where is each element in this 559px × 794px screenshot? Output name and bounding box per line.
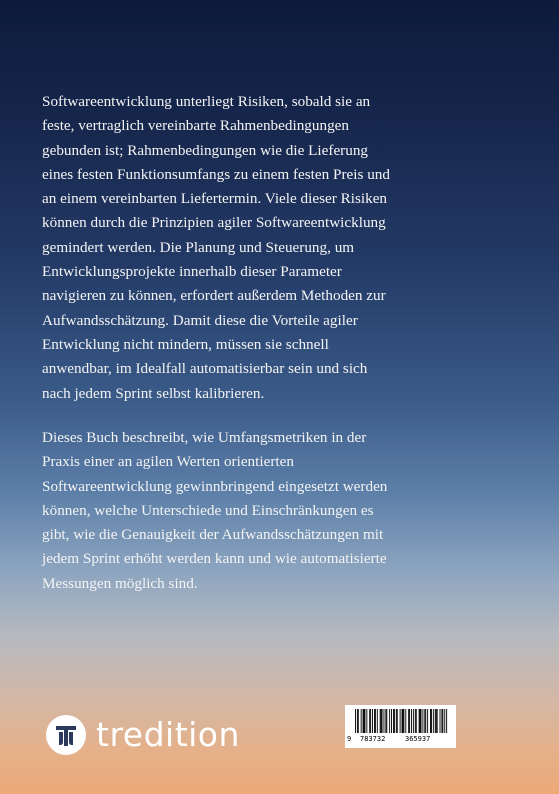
paragraph-2-lines: [42, 426, 522, 596]
barcode-bar: [377, 709, 378, 733]
barcode-bar: [374, 709, 375, 733]
barcode-digits-group2: 365937: [405, 735, 431, 743]
barcode-bar: [355, 709, 356, 733]
text-line: Messungen möglich sind.: [42, 574, 198, 592]
barcode-bar: [389, 709, 390, 733]
description-paragraph-1: [42, 90, 522, 406]
text-line: gemindert werden. Die Planung und Steuerung, um: [42, 238, 355, 256]
barcode-bar: [357, 709, 358, 733]
barcode-bar: [433, 709, 434, 733]
barcode-bar: [422, 709, 423, 733]
publisher-logo: [46, 712, 240, 758]
barcode-bar: [364, 709, 365, 733]
barcode-bar: [397, 709, 398, 733]
barcode-bar: [424, 709, 425, 733]
barcode-bar: [396, 709, 397, 733]
barcode-bar: [444, 709, 445, 733]
barcode-bar: [409, 709, 410, 733]
text-line: nach jedem Sprint selbst kalibrieren.: [42, 384, 265, 402]
barcode-bar: [369, 709, 370, 733]
text-line: an einem vereinbarten Liefertermin. Viele dieser Risiken: [42, 190, 388, 208]
barcode-bar: [405, 709, 406, 733]
publisher-name: tredition: [96, 715, 240, 754]
barcode-bar: [442, 709, 443, 733]
barcode-bar: [403, 709, 404, 733]
barcode-bar: [370, 709, 371, 733]
barcode-bar: [402, 709, 403, 733]
barcode-bar: [386, 709, 387, 733]
text-line: Entwicklung nicht mindern, müssen sie schnell: [42, 335, 329, 353]
barcode-bar: [394, 709, 395, 733]
barcode-bar: [436, 709, 437, 733]
barcode-bar: [358, 709, 359, 733]
text-line: gebunden ist; Rahmenbedingungen wie die Lieferung: [42, 141, 369, 159]
text-line: können, welche Unterschiede und Einschränkungen es: [42, 501, 374, 519]
barcode-bar: [416, 709, 417, 733]
barcode-bar: [403, 709, 404, 733]
text-line: navigieren zu können, erfordert außerdem Methoden zur: [42, 287, 386, 305]
barcode-bar: [420, 709, 421, 733]
text-line: Softwareentwicklung unterliegt Risiken, sobald sie an: [42, 93, 371, 110]
barcode-bar: [363, 709, 364, 733]
barcode-bar: [375, 709, 376, 733]
barcode-bar: [366, 709, 367, 733]
isbn-barcode: [345, 705, 456, 748]
barcode-bar: [437, 709, 438, 733]
text-line: anwendbar, im Idealfall automatisierbar sein und sich: [42, 360, 368, 378]
barcode-digits-group1: 783732: [360, 735, 386, 743]
barcode-bar: [365, 709, 366, 733]
barcode-bar: [400, 709, 401, 733]
barcode-bar: [431, 709, 432, 733]
paragraph-1-lines: [42, 90, 522, 406]
barcode-bar: [430, 709, 431, 733]
barcode-bar: [391, 709, 392, 733]
barcode-bar: [421, 709, 422, 733]
barcode-bar: [408, 709, 409, 733]
barcode-bar: [419, 709, 420, 733]
text-line: eines festen Funktionsumfangs zu einem festen Preis und: [42, 165, 390, 183]
text-line: Softwareentwicklung gewinnbringend eingesetzt werden: [42, 477, 388, 495]
text-line: Aufwandsschätzung. Damit diese die Vorteile agiler: [42, 311, 358, 329]
barcode-bar: [372, 709, 373, 733]
barcode-bar: [435, 709, 436, 733]
barcode-bar: [427, 709, 428, 733]
barcode-bar: [381, 709, 382, 733]
text-line: können durch die Prinzipien agiler Softwareentwicklung: [42, 214, 386, 232]
text-line: feste, vertraglich vereinbarte Rahmenbedingungen: [42, 117, 349, 135]
barcode-digit-first: 9: [347, 735, 352, 743]
barcode-bar: [446, 709, 447, 733]
barcode-bar: [415, 709, 416, 733]
barcode-bar: [384, 709, 385, 733]
text-line: Praxis einer an agilen Werten orientierten: [42, 453, 294, 471]
barcode-bar: [440, 709, 441, 733]
text-line: gibt, wie die Genauigkeit der Aufwandsschätzungen mit: [42, 526, 384, 544]
description-paragraph-2: [42, 426, 522, 596]
barcode-bar: [361, 709, 362, 733]
barcode-bar: [425, 709, 426, 733]
text-line: Entwicklungsprojekte innerhalb dieser Parameter: [42, 263, 342, 281]
barcode-bar: [411, 709, 412, 733]
barcode-bar: [413, 709, 414, 733]
barcode-bar: [393, 709, 394, 733]
barcode-bar: [385, 709, 386, 733]
barcode-bar: [380, 709, 381, 733]
barcode-bar: [441, 709, 442, 733]
text-line: jedem Sprint erhöht werden kann und wie automatisierte: [42, 550, 387, 568]
tredition-logo-icon: [46, 715, 86, 755]
text-line: Dieses Buch beschreibt, wie Umfangsmetriken in der: [42, 429, 367, 446]
barcode-bar: [382, 709, 383, 733]
